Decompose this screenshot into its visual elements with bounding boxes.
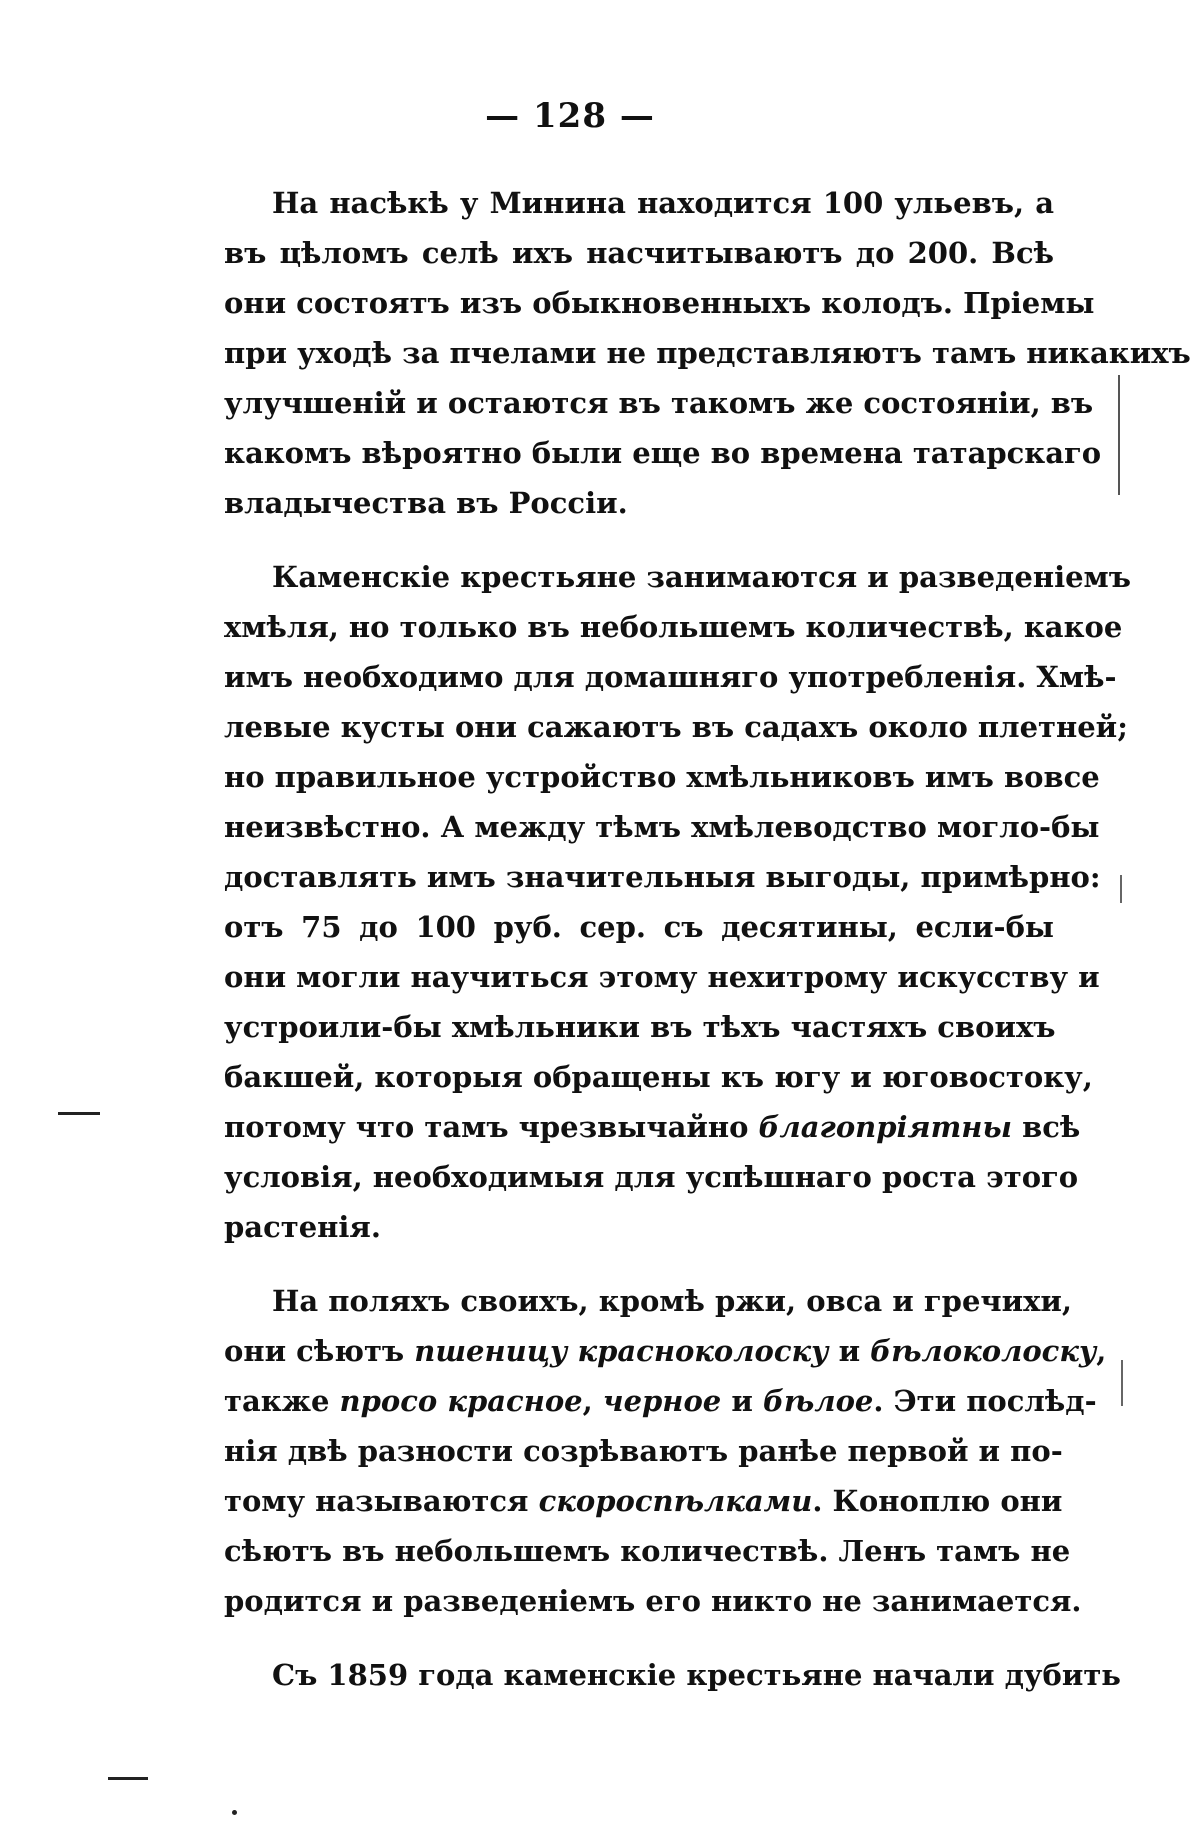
text-run: . Коноплю они [812, 1484, 1063, 1518]
italic-term: благопріятны [758, 1110, 1012, 1144]
text-line: имъ необходимо для домашняго употребленія. Хмѣ- [224, 660, 1117, 694]
italic-term: просо красное [339, 1384, 583, 1418]
text-line: они могли научиться этому нехитрому искусству и [224, 960, 1100, 994]
scan-mark-dot [232, 1810, 237, 1815]
text-run: тому называются [224, 1484, 539, 1518]
text-run: и [828, 1334, 871, 1368]
text-run: . Эти послѣд- [873, 1384, 1097, 1418]
text-line: хмѣля, но только въ небольшемъ количествѣ, какое [224, 610, 1123, 644]
text-line: родится и разведеніемъ его никто не занимается. [224, 1584, 1082, 1618]
text-line: владычества въ Россіи. [224, 486, 628, 520]
paragraph [224, 552, 1131, 1252]
italic-term: пшеницу красноколоску [414, 1334, 829, 1368]
text-line: На насѣкѣ у Минина находится 100 ульевъ, а [272, 186, 1054, 220]
scan-mark-left-1 [58, 1112, 100, 1115]
text-line [224, 1376, 1097, 1426]
text-line: устроили-бы хмѣльники въ тѣхъ частяхъ своихъ [224, 1010, 1056, 1044]
text-line: бакшей, которыя обращены къ югу и юговостоку, [224, 1060, 1093, 1094]
text-line: при уходѣ за пчелами не представляютъ тамъ никакихъ [224, 336, 1191, 370]
text-run: потому что тамъ чрезвычайно [224, 1110, 759, 1144]
text-line: они состоятъ изъ обыкновенныхъ колодъ. Пріемы [224, 286, 1095, 320]
text-line: сѣютъ въ небольшемъ количествѣ. Ленъ тамъ не [224, 1534, 1071, 1568]
text-line: условія, необходимыя для успѣшнаго роста этого [224, 1160, 1079, 1194]
text-line: неизвѣстно. А между тѣмъ хмѣлеводство могло-бы [224, 810, 1100, 844]
italic-term: бѣлое [762, 1384, 874, 1418]
italic-term: скороспѣлками [538, 1484, 813, 1518]
paragraph [224, 178, 1191, 528]
body-text [224, 178, 1191, 1724]
text-line: доставлять имъ значительныя выгоды, примѣрно: [224, 860, 1101, 894]
text-run: , [1096, 1334, 1107, 1368]
text-line: улучшеній и остаются въ такомъ же состояніи, въ [224, 386, 1094, 420]
text-line: левые кусты они сажаютъ въ садахъ около плетней; [224, 710, 1128, 744]
italic-term: черное [602, 1384, 722, 1418]
paragraph [224, 1650, 1121, 1700]
text-line: отъ 75 до 100 руб. сер. съ десятины, если-бы [224, 910, 1054, 944]
italic-term: бѣлоколоску [870, 1334, 1097, 1368]
text-line [224, 1476, 1063, 1526]
paragraph [224, 1276, 1107, 1626]
text-line: въ цѣломъ селѣ ихъ насчитываютъ до 200. Всѣ [224, 236, 1054, 270]
text-run: также [224, 1384, 340, 1418]
scan-mark-right-2 [1120, 875, 1122, 903]
text-run: они сѣютъ [224, 1334, 415, 1368]
text-run: всѣ [1011, 1110, 1081, 1144]
text-line: но правильное устройство хмѣльниковъ имъ вовсе [224, 760, 1100, 794]
scan-mark-left-2 [108, 1777, 148, 1780]
scan-mark-right-3 [1121, 1360, 1123, 1406]
text-line [224, 1102, 1081, 1152]
text-line: Съ 1859 года каменскіе крестьяне начали дубить [272, 1658, 1121, 1692]
text-run: , [582, 1384, 603, 1418]
text-run: и [721, 1384, 763, 1418]
text-line: растенія. [224, 1210, 381, 1244]
text-line: какомъ вѣроятно были еще во времена татарскаго [224, 436, 1102, 470]
text-line: На поляхъ своихъ, кромѣ ржи, овса и гречихи, [272, 1284, 1073, 1318]
page-number: — 128 — [485, 96, 655, 136]
text-line [224, 1326, 1107, 1376]
scan-mark-right-1 [1118, 375, 1120, 495]
text-line: Каменскіе крестьяне занимаются и разведеніемъ [272, 560, 1131, 594]
text-line: нія двѣ разности созрѣваютъ ранѣе первой и по- [224, 1434, 1063, 1468]
